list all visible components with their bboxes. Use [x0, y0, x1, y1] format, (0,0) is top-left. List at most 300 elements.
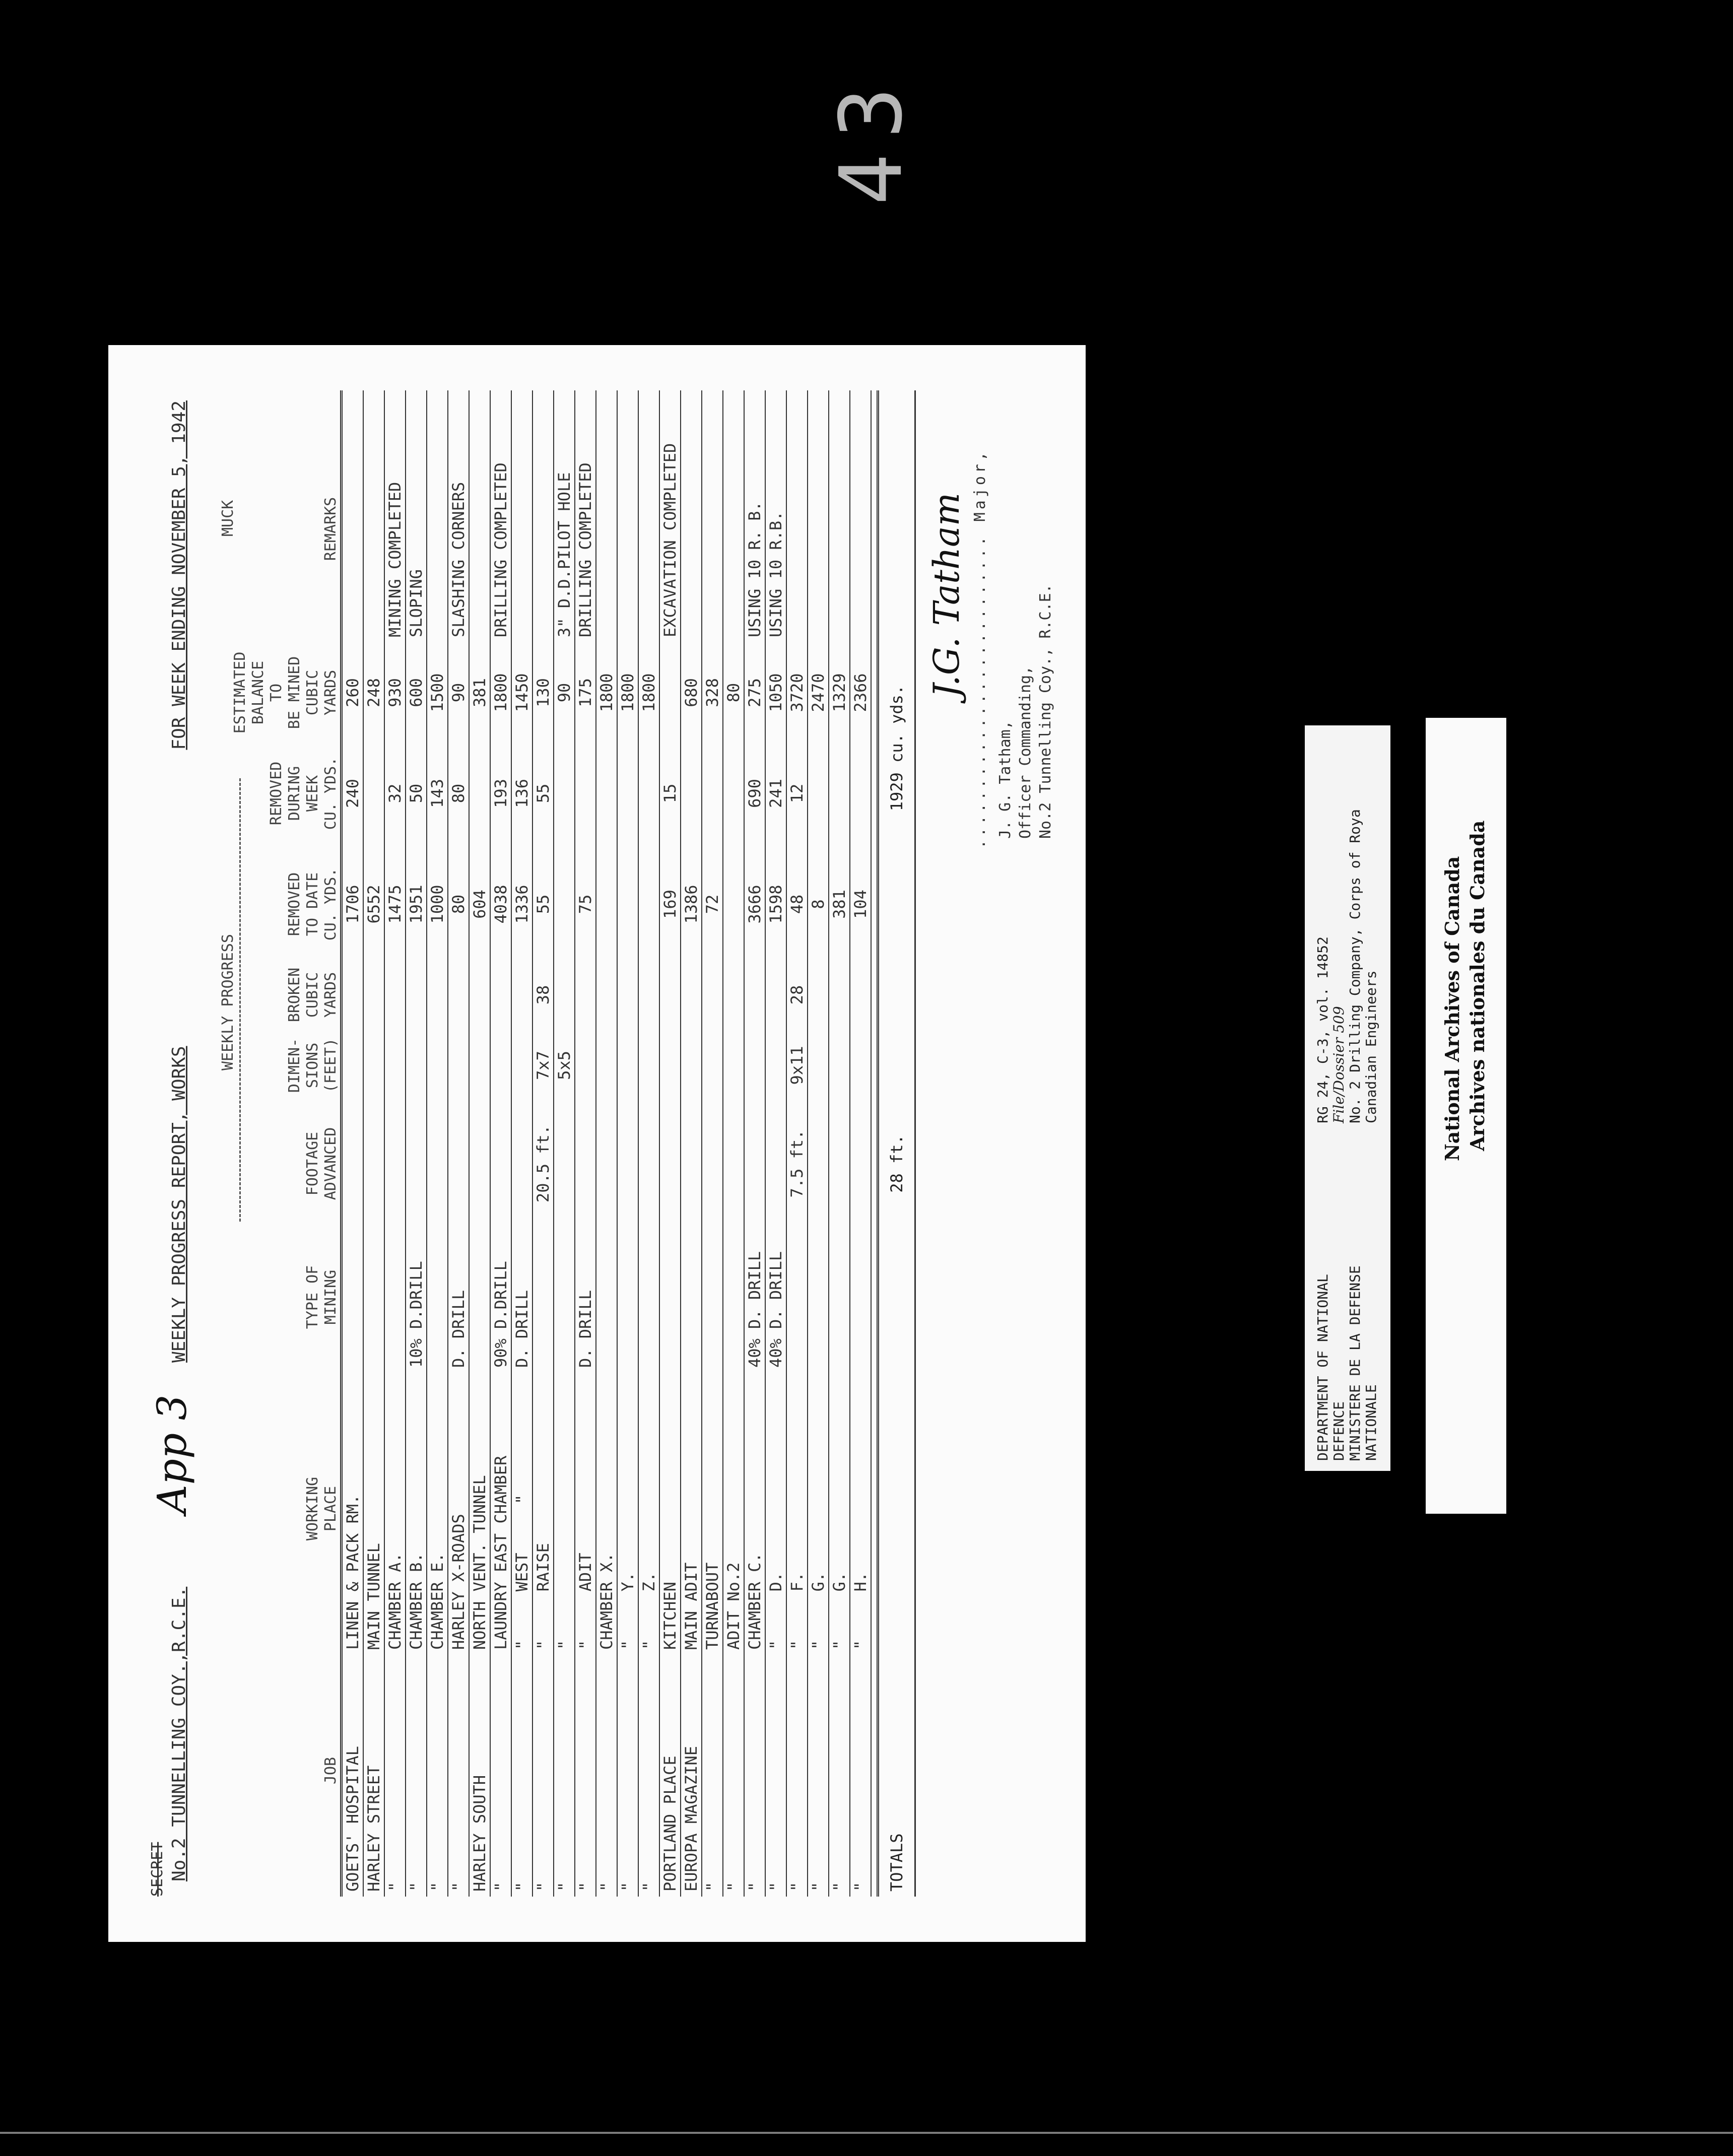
cell-job: " — [385, 1881, 405, 1892]
cell-remarks: EXCAVATION COMPLETED — [660, 443, 680, 637]
cell-rem: 604 — [470, 890, 489, 919]
cell-rem: 169 — [660, 890, 680, 919]
cell-rwk — [702, 738, 722, 849]
cell-dim — [639, 1030, 659, 1101]
cell-dim: 5x5 — [555, 1051, 574, 1080]
cell-remarks — [364, 421, 384, 647]
cell-brk — [470, 960, 490, 1030]
frame-number: 43 — [822, 72, 921, 206]
cell-type — [660, 1227, 680, 1368]
cell-brk — [618, 960, 638, 1030]
cell-remarks — [343, 421, 363, 647]
col-balance: ESTIMATED BALANCE TO BE MINED CUBIC YARDS — [231, 651, 340, 734]
cell-place: LAUNDRY EAST CHAMBER — [491, 1455, 510, 1650]
cell-remarks: DRILLING COMPLETED — [576, 462, 595, 637]
cell-job: " — [766, 1881, 785, 1892]
cell-rem: 8 — [809, 899, 828, 909]
table-row — [385, 390, 406, 1897]
cell-rwk: 50 — [407, 783, 426, 803]
cell-dim — [575, 1030, 595, 1101]
cell-rem — [723, 849, 744, 960]
cell-type — [723, 1227, 744, 1368]
dept-line-3: MINISTERE DE LA DEFENSE — [1347, 1265, 1363, 1461]
cell-type — [618, 1227, 638, 1368]
cell-rem — [639, 849, 659, 960]
cell-rem: 80 — [449, 894, 468, 914]
cell-bal: 1500 — [428, 673, 447, 712]
cell-type — [787, 1227, 807, 1368]
ref-line-3: No. 2 Drilling Company, Corps of Roya — [1347, 809, 1363, 1123]
table-row — [808, 390, 829, 1897]
cell-job: PORTLAND PLACE — [660, 1756, 680, 1892]
cell-place: TURNABOUT — [703, 1562, 722, 1650]
cell-dim — [343, 1030, 363, 1101]
cell-bal: 680 — [682, 678, 701, 707]
cell-foot — [850, 1101, 871, 1227]
cell-remarks — [618, 421, 638, 647]
cell-job: HARLEY STREET — [364, 1765, 383, 1892]
table-row — [575, 390, 596, 1897]
cell-remarks: USING 10 R. B. — [745, 501, 764, 637]
cell-brk — [660, 960, 680, 1030]
cell-bal: 1800 — [597, 673, 616, 712]
cell-foot — [829, 1101, 849, 1227]
ref-line-4: Canadian Engineers — [1363, 970, 1379, 1123]
table-row — [745, 390, 766, 1897]
cell-place: " F. — [787, 1572, 807, 1650]
cell-place: CHAMBER A. — [385, 1553, 405, 1650]
cell-rwk: 690 — [745, 779, 764, 808]
table-row — [343, 390, 364, 1897]
archive-card-content — [1305, 725, 1390, 1471]
cell-rwk: 240 — [343, 779, 362, 808]
totals-label: TOTALS — [887, 1833, 906, 1892]
cell-rwk — [808, 738, 828, 849]
cell-rwk: 193 — [491, 779, 510, 808]
cell-bal — [660, 647, 680, 738]
cell-bal: 130 — [534, 678, 553, 707]
cell-brk — [427, 960, 447, 1030]
cell-place: " WEST " — [512, 1494, 531, 1650]
cell-rem: 1336 — [512, 885, 531, 924]
cell-dim: 7x7 — [534, 1051, 553, 1080]
column-headers — [231, 390, 343, 1897]
cell-remarks — [723, 421, 744, 647]
cell-remarks — [829, 421, 849, 647]
cell-bal: 1050 — [766, 673, 785, 712]
table-row — [512, 390, 533, 1897]
cell-bal: 1329 — [830, 673, 849, 712]
cell-job: " — [703, 1881, 722, 1892]
cell-foot — [766, 1101, 786, 1227]
cell-bal: 930 — [385, 678, 405, 707]
cell-rwk: 12 — [787, 783, 807, 803]
cell-type — [596, 1227, 617, 1368]
cell-remarks — [639, 421, 659, 647]
cell-rwk — [596, 738, 617, 849]
table-row — [554, 390, 575, 1897]
dept-line-1: DEPARTMENT OF NATIONAL — [1314, 1274, 1331, 1461]
cell-remarks — [702, 421, 722, 647]
cell-rem: 381 — [830, 890, 849, 919]
reference-block — [1315, 809, 1379, 1123]
cell-foot — [364, 1101, 384, 1227]
col-footage: FOOTAGE ADVANCED — [304, 1127, 340, 1200]
archives-label — [1426, 718, 1506, 1514]
cell-job: " — [534, 1881, 553, 1892]
cell-bal: 600 — [407, 678, 426, 707]
cell-brk — [554, 960, 574, 1030]
cell-brk — [745, 960, 765, 1030]
cell-type: 90% D.DRILL — [491, 1261, 510, 1368]
cell-bal: 80 — [724, 683, 743, 703]
cell-brk — [364, 960, 384, 1030]
cell-place: " D. — [766, 1572, 785, 1650]
cell-place: ADIT No.2 — [724, 1562, 743, 1650]
report-header — [149, 390, 209, 1897]
group-headers — [209, 390, 244, 1897]
col-type-of-mining: TYPE OF MINING — [304, 1265, 340, 1329]
cell-place: CHAMBER X. — [597, 1553, 616, 1650]
col-removed-to-date: REMOVED TO DATE CU. YDS. — [286, 867, 340, 941]
cell-remarks — [512, 421, 532, 647]
cell-brk — [596, 960, 617, 1030]
cell-rwk: 80 — [449, 783, 468, 803]
signature-block — [916, 390, 1082, 1897]
cell-remarks: USING 10 R.B. — [766, 511, 785, 637]
cell-place: LINEN & PACK RM. — [343, 1494, 362, 1650]
cell-rwk: 241 — [766, 779, 785, 808]
cell-dim — [702, 1030, 722, 1101]
cell-rwk: 143 — [428, 779, 447, 808]
cell-place: NORTH VENT. TUNNEL — [470, 1475, 489, 1650]
table-row — [533, 390, 554, 1897]
cell-place: " G. — [809, 1572, 828, 1650]
ref-line-1: RG 24, C-3, vol. 14852 — [1314, 936, 1331, 1123]
cell-bal: 90 — [555, 683, 574, 703]
cell-rwk — [575, 738, 595, 849]
table-row — [448, 390, 470, 1897]
archive-reference-card — [1305, 725, 1390, 1471]
cell-foot — [723, 1101, 744, 1227]
table-row — [829, 390, 850, 1897]
cell-job: " — [407, 1881, 426, 1892]
cell-rem: 48 — [787, 894, 807, 914]
cell-dim — [850, 1030, 871, 1101]
cell-remarks: SLASHING CORNERS — [449, 482, 468, 637]
cell-rwk: 55 — [534, 783, 553, 803]
cell-dim — [681, 1030, 701, 1101]
signatory-name: J. G. Tatham, — [996, 720, 1014, 839]
cell-brk — [681, 960, 701, 1030]
col-dimensions: DIMEN- SIONS (FEET) — [286, 1038, 340, 1093]
cell-type: 10% D.DRILL — [407, 1261, 426, 1368]
cell-place: HARLEY X-ROADS — [449, 1514, 468, 1650]
table-row — [406, 390, 427, 1897]
cell-bal: 2366 — [851, 673, 870, 712]
cell-brk — [850, 960, 871, 1030]
cell-job: " — [639, 1881, 658, 1892]
cell-foot — [660, 1101, 680, 1227]
cell-remarks — [470, 421, 490, 647]
weekly-progress-label: WEEKLY PROGRESS — [219, 934, 237, 1070]
company-name: No.2 TUNNELLING COY.,R.C.E. — [169, 1586, 189, 1881]
cell-rwk: 32 — [385, 783, 405, 803]
cell-remarks: MINING COMPLETED — [385, 482, 405, 637]
cell-foot — [554, 1101, 574, 1227]
cell-brk — [829, 960, 849, 1030]
cell-type: D. DRILL — [576, 1290, 595, 1368]
cell-foot — [575, 1101, 595, 1227]
cell-foot: 7.5 ft. — [787, 1129, 807, 1198]
cell-dim — [829, 1030, 849, 1101]
cell-foot: 20.5 ft. — [534, 1124, 553, 1203]
cell-bal: 1800 — [639, 673, 658, 712]
cell-foot — [618, 1101, 638, 1227]
cell-brk — [385, 960, 405, 1030]
cell-foot — [512, 1101, 532, 1227]
cell-job: " — [449, 1881, 468, 1892]
cell-foot — [702, 1101, 722, 1227]
cell-brk — [406, 960, 426, 1030]
cell-rem: 1951 — [407, 885, 426, 924]
cell-job: GOETS' HOSPITAL — [343, 1746, 362, 1892]
cell-place: CHAMBER B. — [407, 1553, 426, 1650]
cell-dim — [808, 1030, 828, 1101]
cell-bal: 3720 — [787, 673, 807, 712]
handwritten-appendix-note: App 3 — [149, 1394, 195, 1514]
cell-rem — [554, 849, 574, 960]
cell-job: " — [745, 1881, 764, 1892]
cell-foot — [427, 1101, 447, 1227]
department-block — [1315, 1265, 1379, 1461]
cell-brk — [512, 960, 532, 1030]
cell-rwk — [829, 738, 849, 849]
cell-brk — [448, 960, 469, 1030]
muck-label: MUCK — [219, 500, 237, 536]
cell-dim — [406, 1030, 426, 1101]
report-sheet-content — [108, 345, 1086, 1942]
cell-type — [554, 1227, 574, 1368]
cell-type — [639, 1227, 659, 1368]
cell-rem: 1598 — [766, 885, 785, 924]
cell-place: " Y. — [618, 1572, 637, 1650]
ref-line-2: File/Dossier 509 — [1330, 1006, 1347, 1123]
totals-removed: 1929 cu. yds. — [887, 685, 906, 812]
report-rows — [343, 390, 872, 1897]
cell-rwk — [470, 738, 490, 849]
cell-place: " Z. — [639, 1572, 658, 1650]
cell-dim — [385, 1030, 405, 1101]
cell-type — [808, 1227, 828, 1368]
cell-brk — [766, 960, 786, 1030]
cell-job: " — [491, 1881, 510, 1892]
cell-remarks: 3" D.D.PILOT HOLE — [555, 472, 574, 637]
cell-foot — [681, 1101, 701, 1227]
cell-foot — [745, 1101, 765, 1227]
cell-rem: 104 — [851, 890, 870, 919]
cell-type — [681, 1227, 701, 1368]
week-ending: FOR WEEK ENDING NOVEMBER 5, 1942 — [169, 400, 189, 750]
cell-remarks: SLOPING — [407, 569, 426, 637]
cell-place: KITCHEN — [660, 1582, 680, 1650]
col-job: JOB — [322, 1757, 340, 1785]
cell-dim — [745, 1030, 765, 1101]
table-row — [364, 390, 385, 1897]
cell-brk — [723, 960, 744, 1030]
cell-job: " — [555, 1881, 574, 1892]
table-row — [596, 390, 618, 1897]
cell-brk — [491, 960, 511, 1030]
col-removed-week: REMOVED DURING WEEK CU. YDS. — [268, 757, 340, 830]
cell-foot — [385, 1101, 405, 1227]
cell-dim — [491, 1030, 511, 1101]
cell-place: CHAMBER C. — [745, 1553, 764, 1650]
cell-brk: 28 — [787, 985, 807, 1005]
cell-job: " — [618, 1881, 637, 1892]
table-row — [850, 390, 872, 1897]
cell-remarks — [596, 421, 617, 647]
cell-place: " ADIT — [576, 1553, 595, 1650]
cell-rem: 4038 — [491, 885, 510, 924]
cell-dim — [618, 1030, 638, 1101]
cell-job: HARLEY SOUTH — [470, 1775, 489, 1892]
cell-foot — [406, 1101, 426, 1227]
cell-place: CHAMBER E. — [428, 1553, 447, 1650]
cell-remarks — [427, 421, 447, 647]
cell-foot — [448, 1101, 469, 1227]
cell-job: " — [576, 1881, 595, 1892]
col-working-place: WORKING PLACE — [304, 1476, 340, 1541]
cell-bal: 248 — [364, 678, 383, 707]
cell-type: 40% D. DRILL — [766, 1251, 785, 1368]
cell-rwk — [554, 738, 574, 849]
cell-type — [702, 1227, 722, 1368]
cell-brk — [639, 960, 659, 1030]
col-broken: BROKEN CUBIC YARDS — [286, 967, 340, 1023]
cell-brk — [702, 960, 722, 1030]
cell-dim — [766, 1030, 786, 1101]
cell-type: 40% D. DRILL — [745, 1251, 764, 1368]
cell-bal: 381 — [470, 678, 489, 707]
cell-bal: 275 — [745, 678, 764, 707]
cell-bal: 175 — [576, 678, 595, 707]
table-row — [491, 390, 512, 1897]
cell-remarks — [787, 421, 807, 647]
cell-brk — [575, 960, 595, 1030]
table-row — [766, 390, 787, 1897]
signature-dots: .......................... Major, — [971, 448, 989, 849]
report-title: WEEKLY PROGRESS REPORT, WORKS — [169, 1046, 189, 1363]
cell-type — [364, 1227, 384, 1368]
cell-dim — [448, 1030, 469, 1101]
secret-stamp: SECRET — [149, 1842, 166, 1897]
cell-remarks — [850, 421, 871, 647]
cell-foot — [491, 1101, 511, 1227]
cell-job: " — [830, 1881, 849, 1892]
cell-rem — [618, 849, 638, 960]
table-row — [723, 390, 745, 1897]
dept-line-4: NATIONALE — [1363, 1384, 1379, 1461]
cell-job: EUROPA MAGAZINE — [682, 1746, 701, 1892]
cell-type — [850, 1227, 871, 1368]
cell-type — [427, 1227, 447, 1368]
cell-job: " — [851, 1881, 870, 1892]
cell-dim — [660, 1030, 680, 1101]
cell-job: " — [809, 1881, 828, 1892]
cell-rem: 55 — [534, 894, 553, 914]
totals-footage: 28 ft. — [887, 1134, 906, 1193]
cell-remarks — [681, 421, 701, 647]
cell-rem — [596, 849, 617, 960]
cell-bal: 1450 — [512, 673, 531, 712]
cell-foot — [470, 1101, 490, 1227]
cell-type: D. DRILL — [512, 1290, 531, 1368]
cell-bal: 1800 — [618, 673, 637, 712]
cell-place: " — [555, 1640, 574, 1650]
cell-type — [533, 1227, 553, 1368]
cell-rwk: 136 — [512, 779, 531, 808]
cell-bal: 328 — [703, 678, 722, 707]
cell-rwk — [364, 738, 384, 849]
cell-foot — [639, 1101, 659, 1227]
table-row — [639, 390, 660, 1897]
film-edge-rule — [0, 2132, 1733, 2134]
dept-line-2: DEFENCE — [1330, 1401, 1347, 1461]
cell-dim — [512, 1030, 532, 1101]
cell-dim — [364, 1030, 384, 1101]
archives-label-content — [1426, 718, 1506, 1514]
cell-dim — [427, 1030, 447, 1101]
cell-type — [385, 1227, 405, 1368]
cell-dim — [470, 1030, 490, 1101]
cell-dim — [723, 1030, 744, 1101]
cell-foot — [343, 1101, 363, 1227]
cell-type — [829, 1227, 849, 1368]
cell-rem: 1706 — [343, 885, 362, 924]
cell-place: MAIN ADIT — [682, 1562, 701, 1650]
cell-rwk — [850, 738, 871, 849]
handwritten-signature: J.G. Tatham — [926, 492, 967, 698]
cell-type: D. DRILL — [449, 1290, 468, 1368]
cell-job: " — [512, 1881, 531, 1892]
cell-remarks — [808, 421, 828, 647]
cell-brk — [808, 960, 828, 1030]
cell-remarks — [533, 421, 553, 647]
archives-name-en: National Archives of Canada — [1441, 856, 1463, 1161]
cell-rem: 1386 — [682, 885, 701, 924]
cell-remarks: DRILLING COMPLETED — [491, 462, 510, 637]
signatory-unit: No.2 Tunnelling Coy., R.C.E. — [1037, 584, 1054, 839]
col-remarks: REMARKS — [322, 497, 340, 561]
cell-dim: 9x11 — [787, 1046, 807, 1085]
cell-foot — [808, 1101, 828, 1227]
weekly-progress-rule — [239, 778, 241, 1222]
cell-job: " — [428, 1881, 447, 1892]
cell-brk: 38 — [534, 985, 553, 1005]
cell-type — [343, 1227, 363, 1368]
cell-bal: 90 — [449, 683, 468, 703]
cell-rem: 3666 — [745, 885, 764, 924]
cell-rem: 6552 — [364, 885, 383, 924]
table-row — [618, 390, 639, 1897]
cell-bal: 2470 — [809, 673, 828, 712]
cell-rwk — [723, 738, 744, 849]
cell-rwk: 15 — [660, 783, 680, 803]
cell-place: MAIN TUNNEL — [364, 1543, 383, 1650]
cell-rwk — [618, 738, 638, 849]
cell-dim — [596, 1030, 617, 1101]
